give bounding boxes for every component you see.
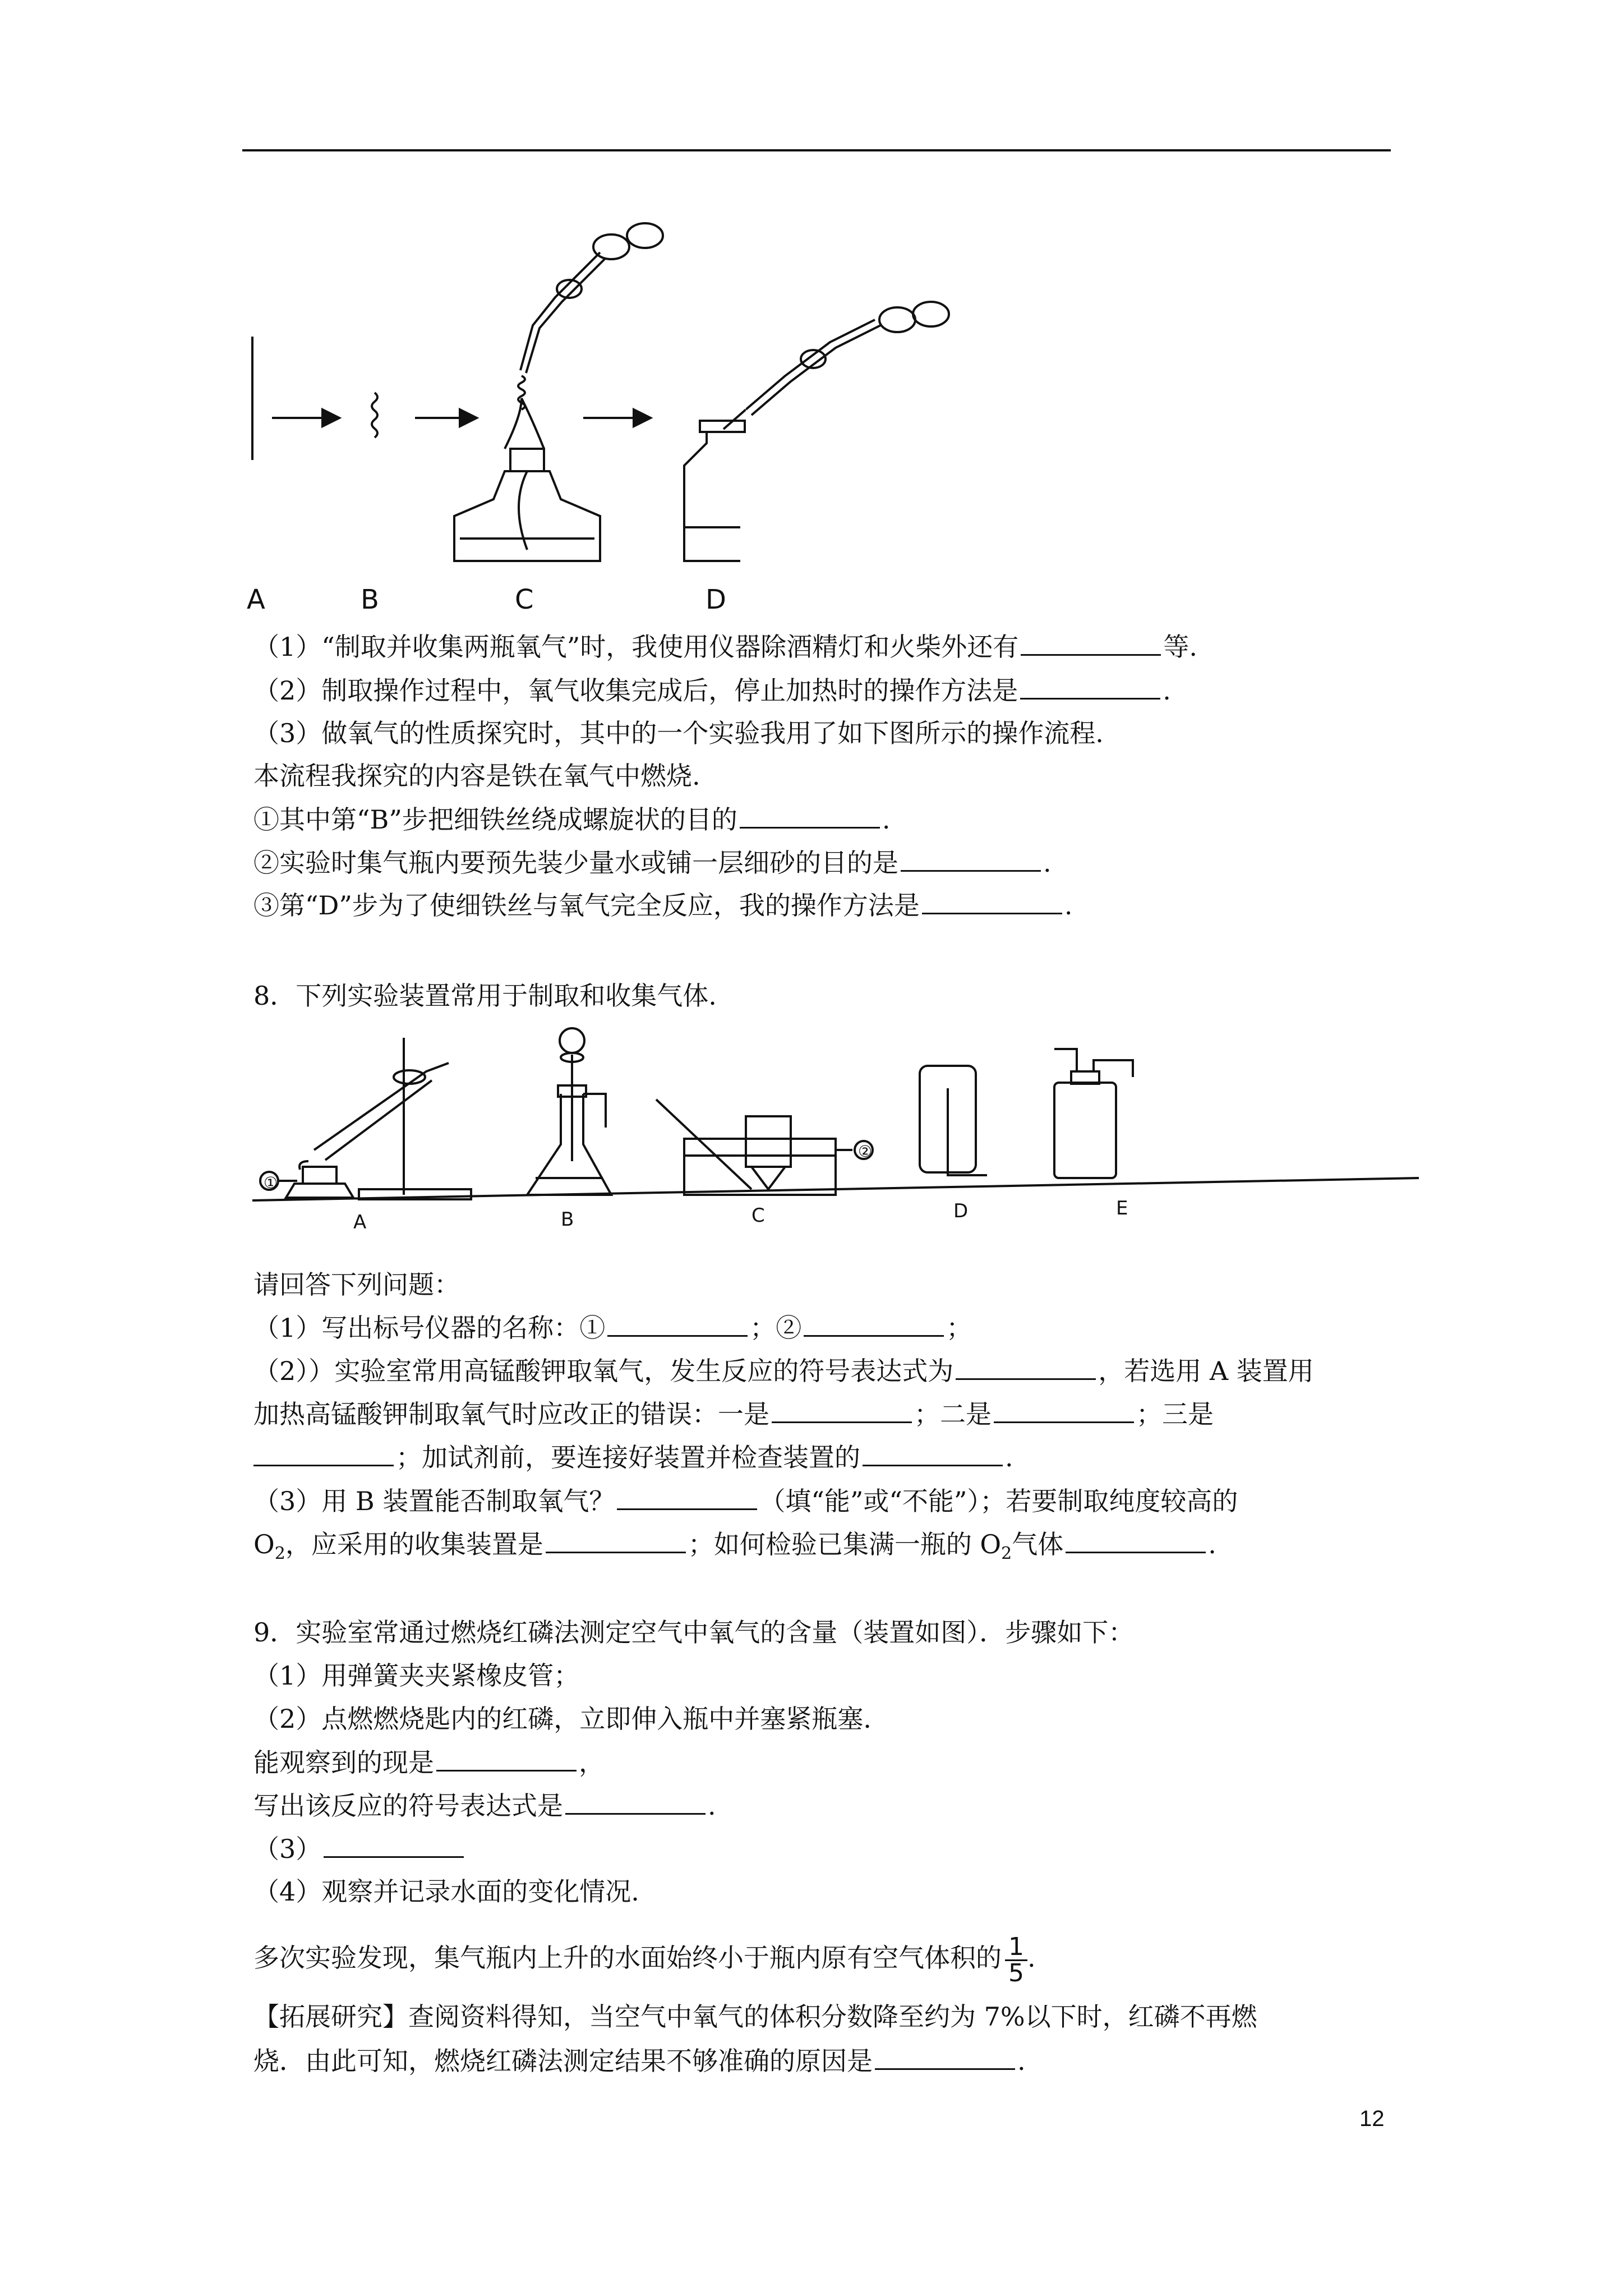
q9-step2: （2）点燃燃烧匙内的红磷，立即伸入瓶中并塞紧瓶塞. [253, 1704, 872, 1734]
header-rule [242, 149, 1391, 151]
figure1-label-a: A [247, 584, 265, 615]
q9-step4: （4）观察并记录水面的变化情况. [253, 1876, 639, 1907]
q7-sub3: ③第“D”步为了使细铁丝与氧气完全反应，我的操作方法是 . [253, 888, 1073, 922]
q7-part2: （2）制取操作过程中，氧气收集完成后，停止加热时的操作方法是 . [253, 673, 1171, 707]
q9-stem: 9．实验室常通过燃烧红磷法测定空气中氧气的含量（装置如图）．步骤如下： [253, 1617, 1135, 1648]
q8-ask: 请回答下列问题： [253, 1269, 460, 1300]
q7-part1-blank[interactable] [1021, 629, 1161, 656]
q9-step1: （1）用弹簧夹夹紧橡皮管； [253, 1660, 580, 1691]
q8-error3-blank[interactable] [253, 1440, 394, 1466]
q7-part3: （3）做氧气的性质探究时，其中的一个实验我用了如下图所示的操作流程. [253, 718, 1104, 748]
figure1-label-d: D [706, 584, 726, 615]
q8-error1-blank[interactable] [772, 1397, 912, 1423]
q7-sub1: ①其中第“B”步把细铁丝绕成螺旋状的目的 . [253, 802, 890, 836]
q8-part3b: $O_2$，应采用的收集装置是 ；如何检验已集满一瓶的 $O_2$气体 . [253, 1527, 1216, 1571]
q9-equation-blank[interactable] [565, 1788, 706, 1815]
q9-extension-line1: 【拓展研究】查阅资料得知，当空气中氧气的体积分数降至约为 7%以下时，红磷不再燃 [253, 2001, 1257, 2032]
figure1-label-b: B [361, 584, 379, 615]
q8-part2a: （2））实验室常用高锰酸钾取氧气，发生反应的符号表达式为 ，若选用 A 装置用 [253, 1354, 1314, 1388]
q8-stem: 8．下列实验装置常用于制取和收集气体. [253, 981, 717, 1011]
iron-burning-flow-figure [241, 202, 746, 628]
q9-reason-blank[interactable] [875, 2044, 1015, 2070]
q9-equation: 写出该反应的符号表达式是 . [253, 1788, 716, 1823]
q7-part3-content: 本流程我探究的内容是铁在氧气中燃烧. [253, 761, 700, 791]
q8-error2-blank[interactable] [994, 1397, 1134, 1423]
q9-extension-line2: 烧．由此可知，燃烧红磷法测定结果不够准确的原因是 . [253, 2044, 1026, 2078]
q8-can-blank[interactable] [617, 1484, 757, 1510]
q8-part1: （1）写出标号仪器的名称：① ；② ； [253, 1310, 972, 1345]
q8-verify-blank[interactable] [1066, 1527, 1206, 1553]
q8-instrument-2-blank[interactable] [804, 1310, 944, 1337]
q8-equation-blank[interactable] [956, 1354, 1096, 1380]
q9-step3: （3） [253, 1832, 466, 1866]
q9-result: 多次实验发现，集气瓶内上升的水面始终小于瓶内原有空气体积的 $\frac{1}{5}$ . [253, 1932, 1036, 1987]
q8-part3a: （3）用 B 装置能否制取氧气？ （填“能”或“不能”）；若要制取纯度较高的 [253, 1484, 1238, 1518]
q8-fig-label-d: D [953, 1200, 969, 1222]
q8-part2b: 加热高锰酸钾制取氧气时应改正的错误：一是 ；二是 ；三是 [253, 1397, 1214, 1431]
gas-apparatus-figure [247, 1010, 1424, 1245]
q7-sub2-blank[interactable] [901, 845, 1041, 872]
one-fifth-fraction: $\frac{1}{5}$ [1005, 1935, 1027, 1986]
q9-step3-blank[interactable] [324, 1832, 464, 1858]
q9-observe: 能观察到的现是 ， [253, 1745, 605, 1779]
q9-observe-blank[interactable] [436, 1745, 577, 1772]
q8-fig-label-e: E [1116, 1197, 1128, 1220]
page-number: 12 [1359, 2106, 1385, 2131]
q7-part2-blank[interactable] [1020, 673, 1160, 700]
q7-part1: （1）“制取并收集两瓶氧气”时，我使用仪器除酒精灯和火柴外还有 等. [253, 629, 1197, 664]
q7-sub1-blank[interactable] [740, 802, 880, 829]
tongs-d-figure [746, 297, 970, 443]
figure1-label-c: C [515, 584, 534, 615]
q8-fig-label-b: B [561, 1208, 574, 1231]
q7-sub3-blank[interactable] [922, 888, 1062, 914]
q8-part2c: ；加试剂前，要连接好装置并检查装置的 . [253, 1440, 1013, 1474]
q8-fig-label-c: C [751, 1204, 765, 1227]
q8-fig-label-1: ① [264, 1174, 278, 1192]
q8-check-blank[interactable] [863, 1440, 1003, 1466]
q7-sub2: ②实验时集气瓶内要预先装少量水或铺一层细砂的目的是 . [253, 845, 1052, 880]
q8-fig-label-2: ② [858, 1142, 873, 1161]
q8-instrument-1-blank[interactable] [607, 1310, 748, 1337]
q8-fig-label-a: A [353, 1211, 367, 1234]
q8-collect-blank[interactable] [546, 1527, 686, 1553]
